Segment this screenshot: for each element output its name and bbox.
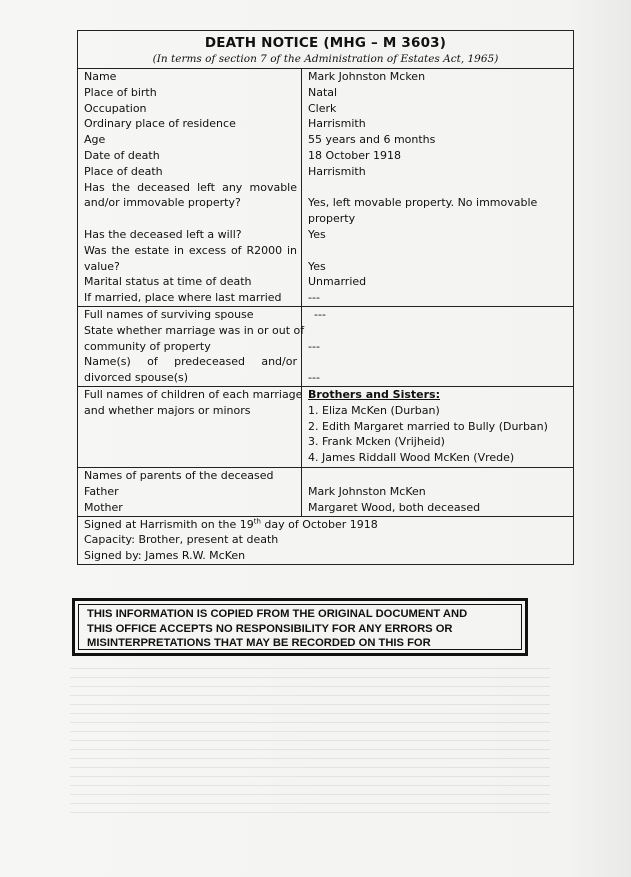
signature-block	[78, 517, 573, 564]
disclaimer-line1: THIS INFORMATION IS COPIED FROM THE ORIGINAL DOCUMENT AND	[87, 608, 468, 620]
form-subtitle: (In terms of section 7 of the Administration of Estates Act, 1965)	[152, 53, 499, 65]
values-column	[302, 468, 573, 515]
age-value: 55 years and 6 months	[308, 133, 436, 147]
marital-value: Unmarried	[308, 275, 367, 289]
labels-column	[78, 387, 302, 467]
marital-label: Marital status at time of death	[84, 275, 252, 289]
list-item: 2. Edith Margaret married to Bully (Durban)	[308, 419, 548, 433]
married-place-label: If married, place where last married	[84, 291, 282, 305]
signed-by-line: Signed by: James R.W. McKen	[84, 549, 246, 563]
occupation-value: Clerk	[308, 101, 337, 115]
estate-label-line2: value?	[84, 259, 120, 273]
property-label-line1: Has the deceased left any movable	[84, 180, 297, 194]
disclaimer-line3: MISINTERPRETATIONS THAT MAY BE RECORDED ON THIS FOR	[87, 637, 431, 649]
predeceased-label-line1: Name(s) of predeceased and/or	[84, 355, 297, 369]
estate-value: Yes	[308, 259, 326, 273]
disclaimer-box	[72, 598, 528, 656]
name-value: Mark Johnston Mcken	[308, 70, 426, 83]
spouse-value: ---	[314, 307, 326, 321]
section-deceased-details	[78, 69, 573, 307]
values-column	[302, 387, 573, 467]
place-of-death-value: Harrismith	[308, 164, 366, 178]
occupation-label: Occupation	[84, 101, 147, 115]
signed-at-line	[84, 517, 567, 533]
community-value: ---	[308, 339, 320, 353]
will-value: Yes	[308, 227, 326, 241]
spouse-label: Full names of surviving spouse	[84, 307, 254, 321]
name-label: Name	[84, 70, 117, 83]
community-label-line1: State whether marriage was in or out of	[84, 323, 305, 337]
property-value-line2: property	[308, 212, 356, 226]
labels-column	[78, 468, 302, 515]
siblings-heading: Brothers and Sisters:	[308, 387, 441, 401]
values-column	[302, 69, 573, 306]
property-label-line2: and/or immovable property?	[84, 196, 241, 210]
list-item: 1. Eliza McKen (Durban)	[308, 403, 440, 417]
father-label: Father	[84, 484, 119, 498]
disclaimer-line2: THIS OFFICE ACCEPTS NO RESPONSIBILITY FOR ANY ERRORS OR	[87, 622, 453, 635]
section-children	[78, 387, 573, 468]
community-label-line2: community of property	[84, 339, 211, 353]
predeceased-value: ---	[308, 371, 320, 385]
date-of-death-value: 18 October 1918	[308, 148, 402, 162]
birth-label: Place of birth	[84, 85, 157, 99]
will-label: Has the deceased left a will?	[84, 227, 242, 241]
estate-label-line1: Was the estate in excess of R2000 in	[84, 243, 297, 257]
section-spouse-details	[78, 307, 573, 387]
labels-column	[78, 307, 305, 386]
mother-label: Mother	[84, 500, 123, 514]
form-header	[78, 31, 573, 69]
form-title: DEATH NOTICE (MHG – M 3603)	[204, 35, 447, 51]
signed-at-ordinal: th	[253, 516, 261, 525]
labels-column	[78, 69, 302, 306]
values-column	[302, 307, 573, 386]
children-label-line1: Full names of children of each marriage	[84, 387, 303, 401]
birth-value: Natal	[308, 85, 338, 99]
children-label-line2: and whether majors or minors	[84, 403, 251, 417]
parents-label: Names of parents of the deceased	[84, 469, 274, 483]
residence-label: Ordinary place of residence	[84, 117, 236, 131]
place-of-death-label: Place of death	[84, 164, 163, 178]
property-value-line1: Yes, left movable property. No immovable	[308, 196, 538, 210]
signed-at-suffix: day of October 1918	[260, 517, 378, 531]
list-item: 3. Frank Mcken (Vrijheid)	[308, 435, 445, 449]
show-through-texture	[70, 668, 550, 818]
mother-value: Margaret Wood, both deceased	[308, 500, 481, 514]
father-value: Mark Johnston McKen	[308, 484, 426, 498]
residence-value: Harrismith	[308, 117, 366, 131]
death-notice-form	[77, 30, 574, 565]
list-item: 4. James Riddall Wood McKen (Vrede)	[308, 451, 515, 465]
signed-at-prefix: Signed at Harrismith on the 19	[84, 517, 254, 531]
disclaimer-text	[78, 604, 522, 650]
age-label: Age	[84, 133, 106, 147]
married-place-value: ---	[308, 291, 320, 305]
capacity-line: Capacity: Brother, present at death	[84, 533, 279, 547]
date-of-death-label: Date of death	[84, 148, 160, 162]
section-parents	[78, 468, 573, 516]
predeceased-label-line2: divorced spouse(s)	[84, 371, 189, 385]
